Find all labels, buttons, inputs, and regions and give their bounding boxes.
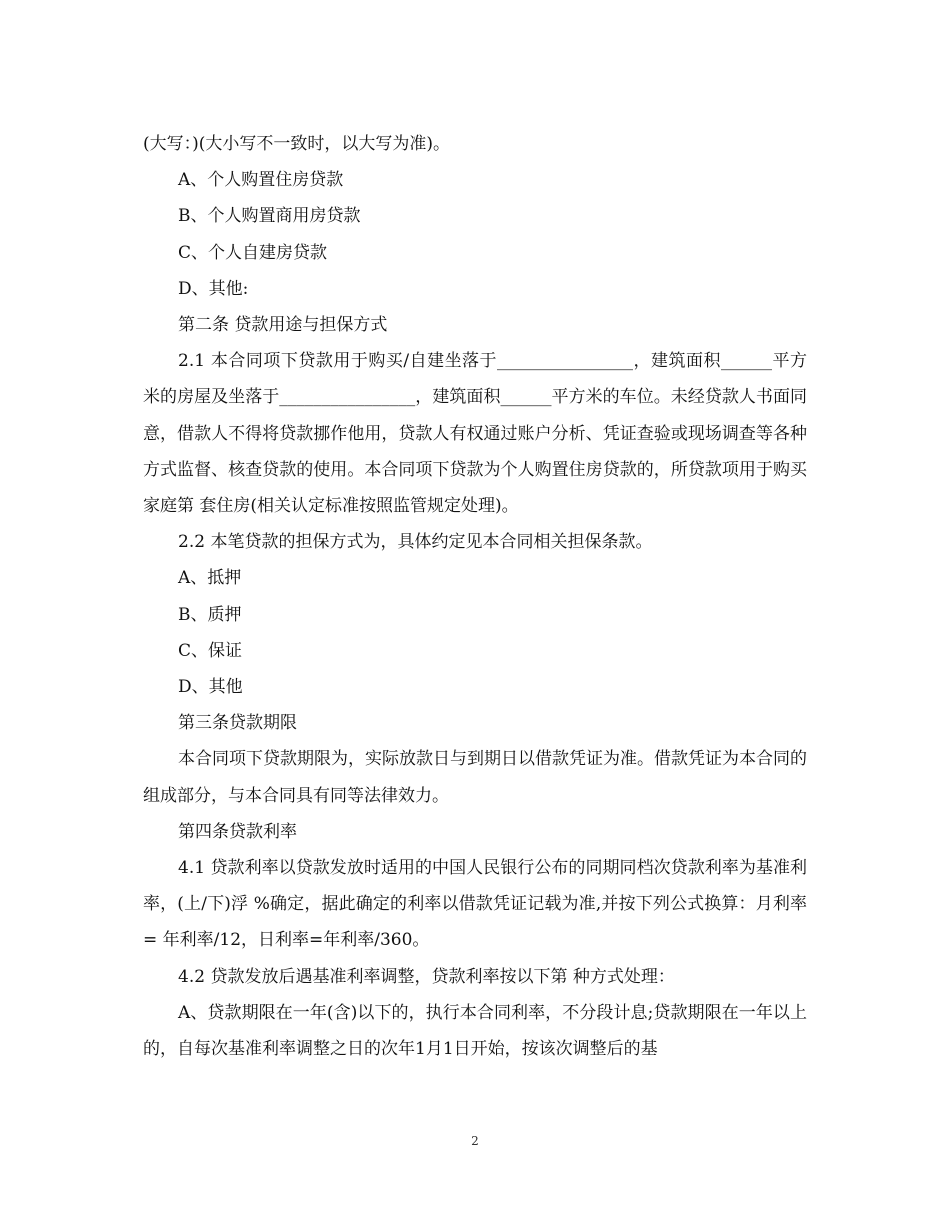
paragraph-9: B、质押 bbox=[178, 604, 242, 625]
paragraph-1: A、个人购置住房贷款 bbox=[178, 170, 344, 191]
paragraph-6: 2.1 本合同项下贷款用于购买/自建坐落于________________，建筑面积______平方米的房屋及坐落于________________，建筑面积______平方米的车位。未经贷款人书面同意，借款人不得将贷款挪作他用，贷款人有权通过账户分析、凭证查验或现场调查等各种方式监督、核查贷款的使用。本合同项下贷款为个人购置住房贷款的，所贷款项用于购买家庭第 套住房(相关认定标准按照监管规定处理)。 bbox=[143, 351, 807, 517]
paragraph-13: 本合同项下贷款期限为，实际放款日与到期日以借款凭证为准。借款凭证为本合同的组成部分，与本合同具有同等法律效力。 bbox=[143, 749, 807, 806]
paragraph-15: 4.1 贷款利率以贷款发放时适用的中国人民银行公布的同期同档次贷款利率为基准利率，(上/下)浮 %确定，据此确定的利率以借款凭证记载为准,并按下列公式换算：月利率= 年利率/12，日利率=年利率/360。 bbox=[143, 858, 807, 951]
document-body bbox=[143, 126, 807, 1067]
paragraph-16: 4.2 贷款发放后遇基准利率调整，贷款利率按以下第 种方式处理： bbox=[178, 966, 675, 987]
paragraph-8: A、抵押 bbox=[178, 568, 242, 589]
page-number: 2 bbox=[471, 1134, 479, 1148]
section-heading-2: 第二条 贷款用途与担保方式 bbox=[178, 315, 388, 336]
section-heading-4: 第四条贷款利率 bbox=[178, 821, 297, 842]
paragraph-7: 2.2 本笔贷款的担保方式为，具体约定见本合同相关担保条款。 bbox=[178, 532, 653, 553]
paragraph-10: C、保证 bbox=[178, 640, 243, 661]
paragraph-17: A、贷款期限在一年(含)以下的，执行本合同利率，不分段计息;贷款期限在一年以上的，自每次基准利率调整之日的次年1月1日开始，按该次调整后的基 bbox=[143, 1002, 807, 1060]
paragraph-4: D、其他: bbox=[178, 278, 249, 299]
paragraph-11: D、其他 bbox=[178, 677, 243, 698]
paragraph-3: C、个人自建房贷款 bbox=[178, 242, 328, 263]
paragraph-2: B、个人购置商用房贷款 bbox=[178, 206, 361, 227]
paragraph-0: (大写：)(大小写不一致时，以大写为准)。 bbox=[143, 134, 451, 154]
section-heading-3: 第三条贷款期限 bbox=[178, 713, 297, 734]
